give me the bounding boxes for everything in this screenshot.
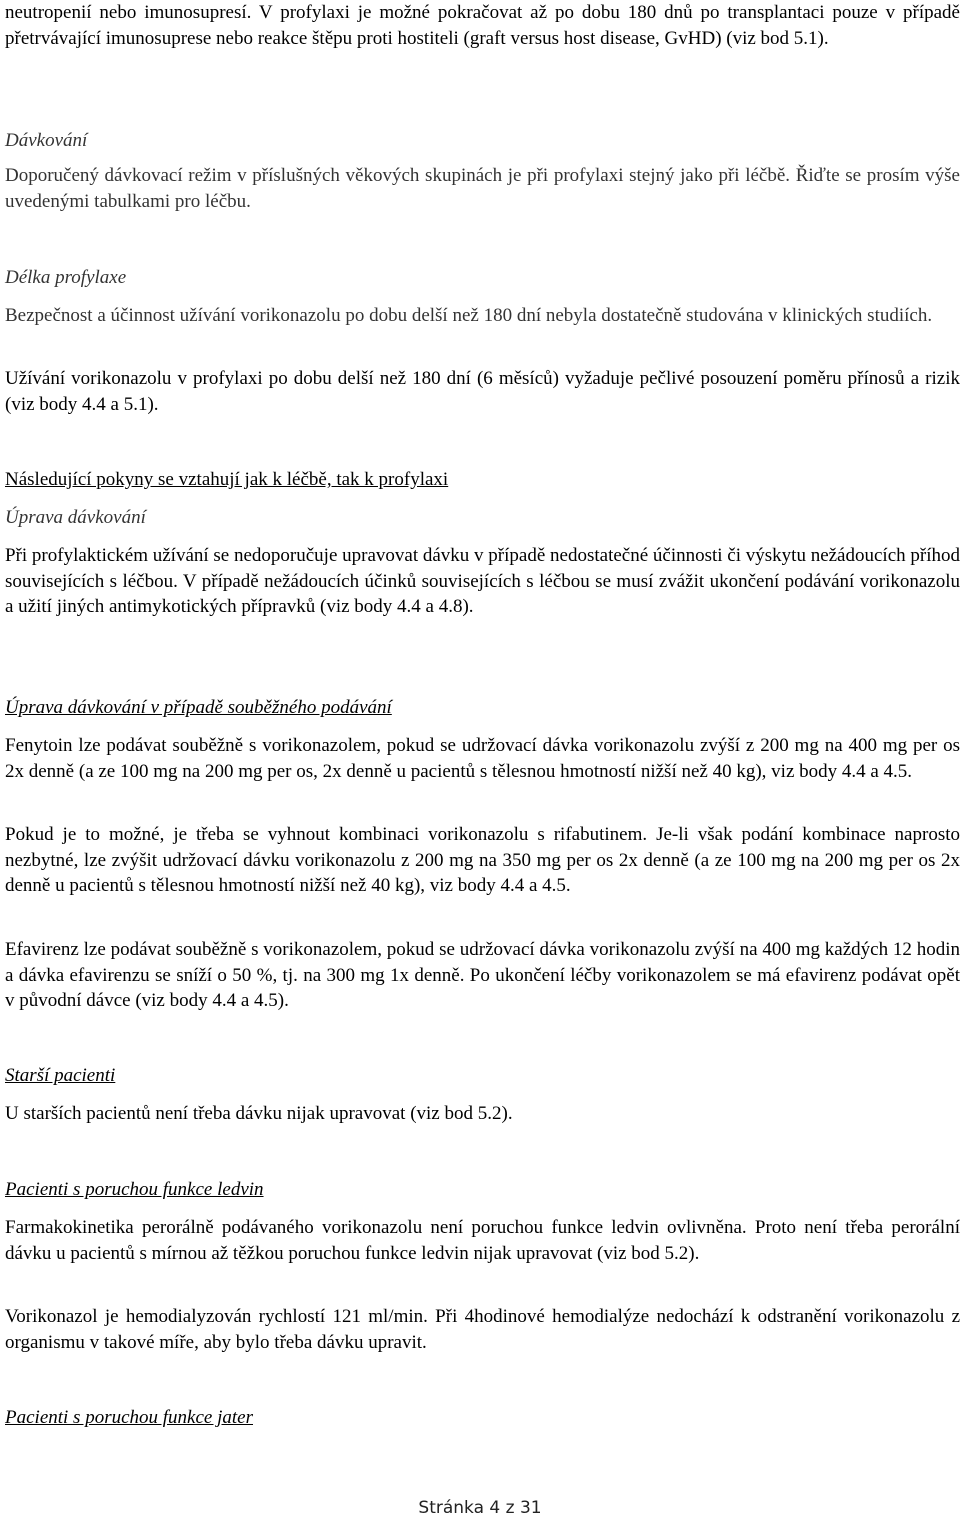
ledviny-paragraph-2: Vorikonazol je hemodialyzován rychlostí 121 ml/min. Při 4hodinové hemodialýze nedochází k odstranění vorikonazolu z organismu v takové míře, aby bylo třeba dávku upravit. [5, 1306, 960, 1353]
heading-delka-profylaxe: Délka profylaxe [5, 267, 127, 288]
heading-poruchou-ledvin: Pacienti s poruchou funkce ledvin [5, 1179, 264, 1200]
soubezne-paragraph-efavirenz: Efavirenz lze podávat souběžně s vorikonazolem, pokud se udržovací dávka vorikonazolu zvýší na 400 mg každých 12 hodin a dávka efavirenzu se sníží o 50 %, tj. na 300 mg 1x denně. Po ukončení léčby vorikonazolem se má efavirenz podávat opět v původní dávce (viz body 4.4 a 4.5). [5, 939, 960, 1011]
heading-starsi-pacienti: Starší pacienti [5, 1065, 116, 1086]
heading-davkovani: Dávkování [5, 130, 88, 151]
soubezne-paragraph-fenytoin: Fenytoin lze podávat souběžně s vorikonazolem, pokud se udržovací dávka vorikonazolu zvýší z 200 mg na 400 mg per os 2x denně (a ze 100 mg na 200 mg per os, 2x denně u pacientů s tělesnou hmotností nižší než 40 kg), viz body 4.4 a 4.5. [5, 735, 960, 782]
delka-paragraph-1: Bezpečnost a účinnost užívání vorikonazolu po dobu delší než 180 dní nebyla dostatečně studována v klinických studiích. [5, 305, 933, 326]
starsi-paragraph: U starších pacientů není třeba dávku nijak upravovat (viz bod 5.2). [5, 1103, 513, 1124]
page-number-footer: Stránka 4 z 31 [418, 1498, 542, 1518]
heading-nasledujici-pokyny: Následující pokyny se vztahují jak k léčbě, tak k profylaxi [5, 469, 449, 490]
davkovani-paragraph: Doporučený dávkovací režim v příslušných věkových skupinách je při profylaxi stejný jako při léčbě. Řiďte se prosím výše uvedenými tabulkami pro léčbu. [5, 165, 960, 212]
heading-uprava-davkovani: Úprava dávkování [5, 507, 146, 528]
soubezne-paragraph-rifabutin: Pokud je to možné, je třeba se vyhnout kombinaci vorikonazolu s rifabutinem. Je-li však podání kombinace naprosto nezbytné, lze zvýšit udržovací dávku vorikonazolu z 200 mg na 350 mg per os 2x denně (a ze 100 mg na 200 mg per os 2x denně u pacientů s tělesnou hmotností nižší než 40 kg), viz body 4.4 a 4.5. [5, 824, 960, 896]
ledviny-paragraph-1: Farmakokinetika perorálně podávaného vorikonazolu není poruchou funkce ledvin ovlivněna. Proto není třeba perorální dávku u pacientů s mírnou až těžkou poruchou funkce ledvin nijak upravovat (viz bod 5.2). [5, 1217, 960, 1264]
heading-poruchou-jater: Pacienti s poruchou funkce jater [5, 1407, 253, 1428]
heading-soubezne-podavani: Úprava dávkování v případě souběžného podávání [5, 697, 392, 718]
delka-paragraph-2: Užívání vorikonazolu v profylaxi po dobu delší než 180 dní (6 měsíců) vyžaduje pečlivé posouzení poměru přínosů a rizik (viz body 4.4 a 5.1). [5, 368, 960, 415]
intro-paragraph: neutropenií nebo imunosupresí. V profylaxi je možné pokračovat až po dobu 180 dnů po transplantaci pouze v případě přetrvávající imunosuprese nebo reakce štěpu proti hostiteli (graft versus host disease, GvHD) (viz bod 5.1). [5, 2, 960, 49]
uprava-paragraph: Při profylaktickém užívání se nedoporučuje upravovat dávku v případě nedostatečné účinnosti či výskytu nežádoucích příhod souvisejících s léčbou. V případě nežádoucích účinků souvisejících s léčbou se musí zvážit ukončení podávání vorikonazolu a užití jiných antimykotických přípravků (viz body 4.4 a 4.8). [5, 545, 960, 617]
